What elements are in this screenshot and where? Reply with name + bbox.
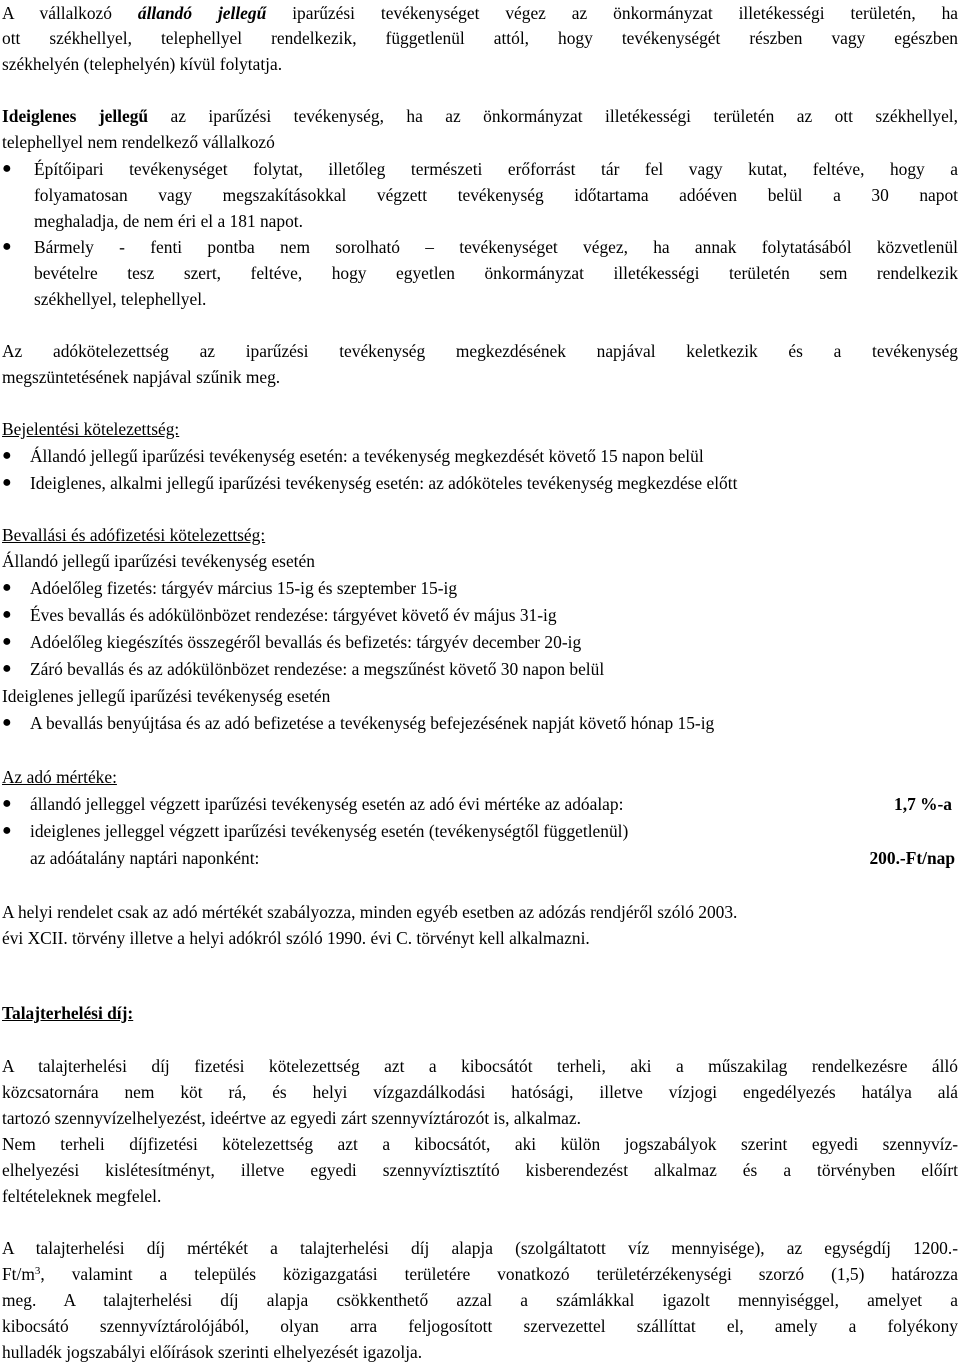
filing-permanent-item-3: Adóelőleg kiegészítés összegéről bevallás és befizetés: tárgyév december 20-ig <box>30 632 582 652</box>
rate-item-2-line-2: az adóátalány naptári naponként: <box>30 848 260 868</box>
reporting-heading: Bejelentési kötelezettség: <box>2 419 180 439</box>
bullet-icon: ● <box>2 660 12 677</box>
filing-permanent-item-4: Záró bevallás és az adókülönbözet rendezése: a megszűnést követő 30 napon belül <box>30 659 605 679</box>
soil-p1-line-3: tartozó szennyvízelhelyezést, ideértve az egyedi zárt szennyvíztározót is, alkalmaz. <box>2 1108 581 1128</box>
soil-p3-line-3: meg. A talajterhelési díj alapja csökkenthető azzal a számlákkal igazolt mennyiséggel, amelyet a <box>2 1290 958 1310</box>
rate-heading: Az adó mértéke: <box>2 767 117 787</box>
filing-permanent-label: Állandó jellegű iparűzési tevékenység esetén <box>2 551 315 571</box>
obligation-line-2: megszüntetésének napjával szűnik meg. <box>2 367 281 387</box>
rate-item-1: állandó jelleggel végzett iparűzési tevékenység esetén az adó évi mértéke az adóalap: <box>30 794 624 814</box>
reporting-item-1: Állandó jellegű iparűzési tevékenység esetén: a tevékenység megkezdését követő 15 napon belül <box>30 446 704 466</box>
temporary-bullet-1-line-1: Építőipari tevékenységet folytat, illetőleg természeti erőforrást tár fel vagy kutat, feltéve, hogy a <box>34 159 958 179</box>
soil-p3-line-1: A talajterhelési díj mértékét a talajterhelési díj alapja (szolgáltatott víz mennyisége), az egységdíj 1200.- <box>2 1238 958 1258</box>
bullet-icon: ● <box>2 606 12 623</box>
rate-item-1-value: 1,7 %-a <box>894 794 952 814</box>
temporary-line-1: Ideiglenes jellegű az iparűzési tevékenység, ha az önkormányzat illetékességi területén az ott székhellyel, <box>2 106 958 126</box>
bullet-icon: ● <box>2 579 12 596</box>
obligation-line-1: Az adókötelezettség az iparűzési tevékenység megkezdésének napjával keletkezik és a tevékenység <box>2 341 958 361</box>
temporary-line-2: telephellyel nem rendelkező vállalkozó <box>2 132 275 152</box>
temporary-bullet-2-line-3: székhellyel, telephellyel. <box>34 289 207 309</box>
soil-p3-line-4: kibocsátó szennyvíztárolójából, olyan arra feljogosított szervezettel szállíttat el, amely a folyékony <box>2 1316 958 1336</box>
bullet-icon: ● <box>2 238 12 255</box>
soil-p2-line-3: feltételeknek megfelel. <box>2 1186 162 1206</box>
bullet-icon: ● <box>2 160 12 177</box>
bullet-icon: ● <box>2 474 12 491</box>
soil-p1-line-1: A talajterhelési díj fizetési kötelezettség azt a kibocsátót terheli, aki a műszakilag rendelkezésre álló <box>2 1056 958 1076</box>
temporary-bullet-1-line-3: meghaladja, de nem éri el a 181 napot. <box>34 211 303 231</box>
reporting-item-2: Ideiglenes, alkalmi jellegű iparűzési tevékenység esetén: az adóköteles tevékenység megkezdése előtt <box>30 473 738 493</box>
soil-p3-line-2: $Ft/m^3$, valamint a település közigazgatási területére vonatkozó területérzékenységi szorzó (1,5) határozza <box>2 1264 958 1284</box>
filing-temporary-label: Ideiglenes jellegű iparűzési tevékenység esetén <box>2 686 331 706</box>
intro-line-1: A vállalkozó állandó jellegű iparűzési tevékenységet végez az önkormányzat illetékességi területén, ha <box>2 3 959 23</box>
soil-heading: Talajterhelési díj: <box>2 1003 134 1023</box>
filing-permanent-item-2: Éves bevallás és adókülönbözet rendezése: tárgyévet követő év május 31-ig <box>30 605 557 625</box>
soil-p3-line-5: hulladék jogszabályi előírások szerinti elhelyezését igazolja. <box>2 1342 423 1362</box>
soil-p1-line-2: közcsatornára nem köt rá, és helyi vízgazdálkodási hatósági, illetve vízjogi engedélyezés hatálya alá <box>2 1082 958 1102</box>
soil-p2-line-2: elhelyezési kislétesítményt, illetve egyedi szennyvíztisztító kisberendezést alkalmaz és a törvényben előírt <box>2 1160 958 1180</box>
rate-item-2-value: 200.-Ft/nap <box>869 848 955 868</box>
intro-line-2: ott székhellyel, telephellyel rendelkezik, függetlenül attól, hogy tevékenységét részben vagy egészben <box>2 28 958 48</box>
temporary-bullet-2-line-2: bevételre tesz szert, feltéve, hogy egyetlen önkormányzat illetékességi területén sem rendelkezik <box>34 263 958 283</box>
local-rule-line-1: A helyi rendelet csak az adó mértékét szabályozza, minden egyéb esetben az adózás rendjéről szóló 2003. <box>2 902 738 922</box>
filing-heading: Bevallási és adófizetési kötelezettség: <box>2 525 266 545</box>
filing-permanent-item-1: Adóelőleg fizetés: tárgyév március 15-ig és szeptember 15-ig <box>30 578 458 598</box>
soil-p2-line-1: Nem terheli díjfizetési kötelezettség azt a kibocsátót, aki külön jogszabályok szerint egyedi szennyvíz- <box>2 1134 958 1154</box>
bullet-icon: ● <box>2 822 12 839</box>
temporary-bullet-1-line-2: folyamatosan vagy megszakításokkal végzett tevékenység időtartama adóéven belül a 30 napot <box>34 185 958 205</box>
rate-item-2-line-1: ideiglenes jelleggel végzett iparűzési tevékenység esetén (tevékenységtől függetlenül) <box>30 821 629 841</box>
intro-line-3: székhelyén (telephelyén) kívül folytatja. <box>2 54 283 74</box>
bullet-icon: ● <box>2 447 12 464</box>
bullet-icon: ● <box>2 633 12 650</box>
bullet-icon: ● <box>2 795 12 812</box>
local-rule-line-2: évi XCII. törvény illetve a helyi adókról szóló 1990. évi C. törvényt kell alkalmazni. <box>2 928 590 948</box>
filing-temporary-item-1: A bevallás benyújtása és az adó befizetése a tevékenység befejezésének napját követő hónap 15-ig <box>30 713 715 733</box>
temporary-bullet-2-line-1: Bármely - fenti pontba nem sorolható – tevékenységet végez, ha annak folytatásából közvetlenül <box>34 237 958 257</box>
bullet-icon: ● <box>2 714 12 731</box>
